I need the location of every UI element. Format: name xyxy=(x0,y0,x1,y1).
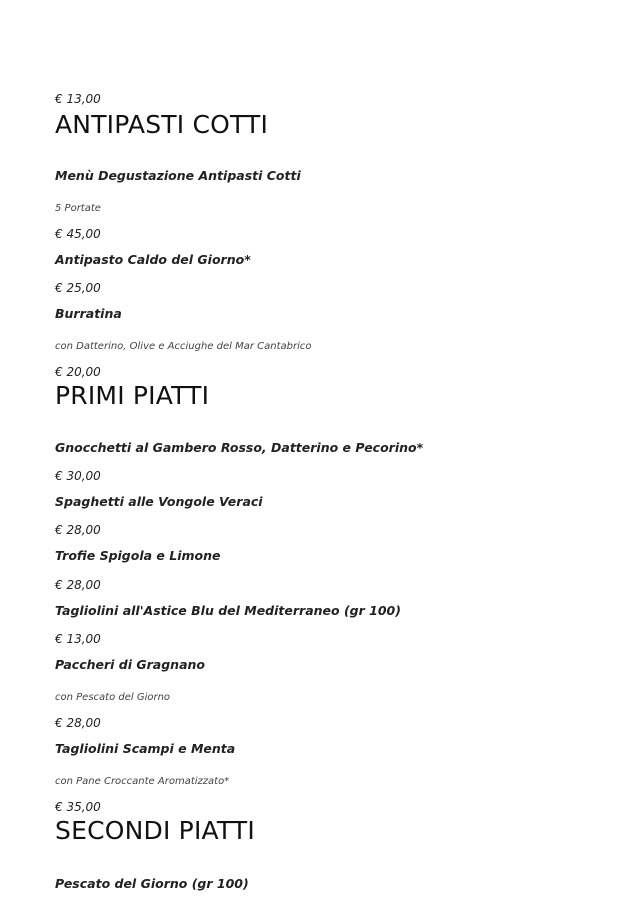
price-label: € 35,00 xyxy=(55,800,101,814)
dish-name: Tagliolini all'Astice Blu del Mediterraneo (gr 100) xyxy=(55,603,401,618)
price-label: € 28,00 xyxy=(55,716,101,730)
dish-description: con Pescato del Giorno xyxy=(55,692,171,703)
dish-name: Spaghetti alle Vongole Veraci xyxy=(55,494,263,509)
dish-name: Trofie Spigola e Limone xyxy=(55,548,221,563)
dish-name: Burratina xyxy=(55,306,122,321)
dish-description: 5 Portate xyxy=(55,203,101,214)
section-heading-primi: PRIMI PIATTI xyxy=(55,381,210,410)
dish-name: Paccheri di Gragnano xyxy=(55,657,206,672)
price-label: € 28,00 xyxy=(55,523,101,537)
price-label: € 30,00 xyxy=(55,469,101,483)
dish-description: con Pane Croccante Aromatizzato* xyxy=(55,776,230,787)
dish-description: con Datterino, Olive e Acciughe del Mar Cantabrico xyxy=(55,341,312,352)
price-label: € 28,00 xyxy=(55,578,101,592)
dish-name: Antipasto Caldo del Giorno* xyxy=(55,252,251,267)
price-label: € 13,00 xyxy=(55,632,101,646)
price-label: € 25,00 xyxy=(55,281,101,295)
section-heading-antipasti: ANTIPASTI COTTI xyxy=(55,110,269,139)
section-heading-secondi: SECONDI PIATTI xyxy=(55,816,255,845)
dish-name: Tagliolini Scampi e Menta xyxy=(55,741,236,756)
price-label: € 45,00 xyxy=(55,227,101,241)
dish-name: Gnocchetti al Gambero Rosso, Datterino e Pecorino* xyxy=(55,440,424,455)
dish-name: Menù Degustazione Antipasti Cotti xyxy=(55,168,301,183)
dish-name: Pescato del Giorno (gr 100) xyxy=(55,876,249,891)
price-label: € 20,00 xyxy=(55,365,101,379)
price-label: € 13,00 xyxy=(55,92,101,106)
